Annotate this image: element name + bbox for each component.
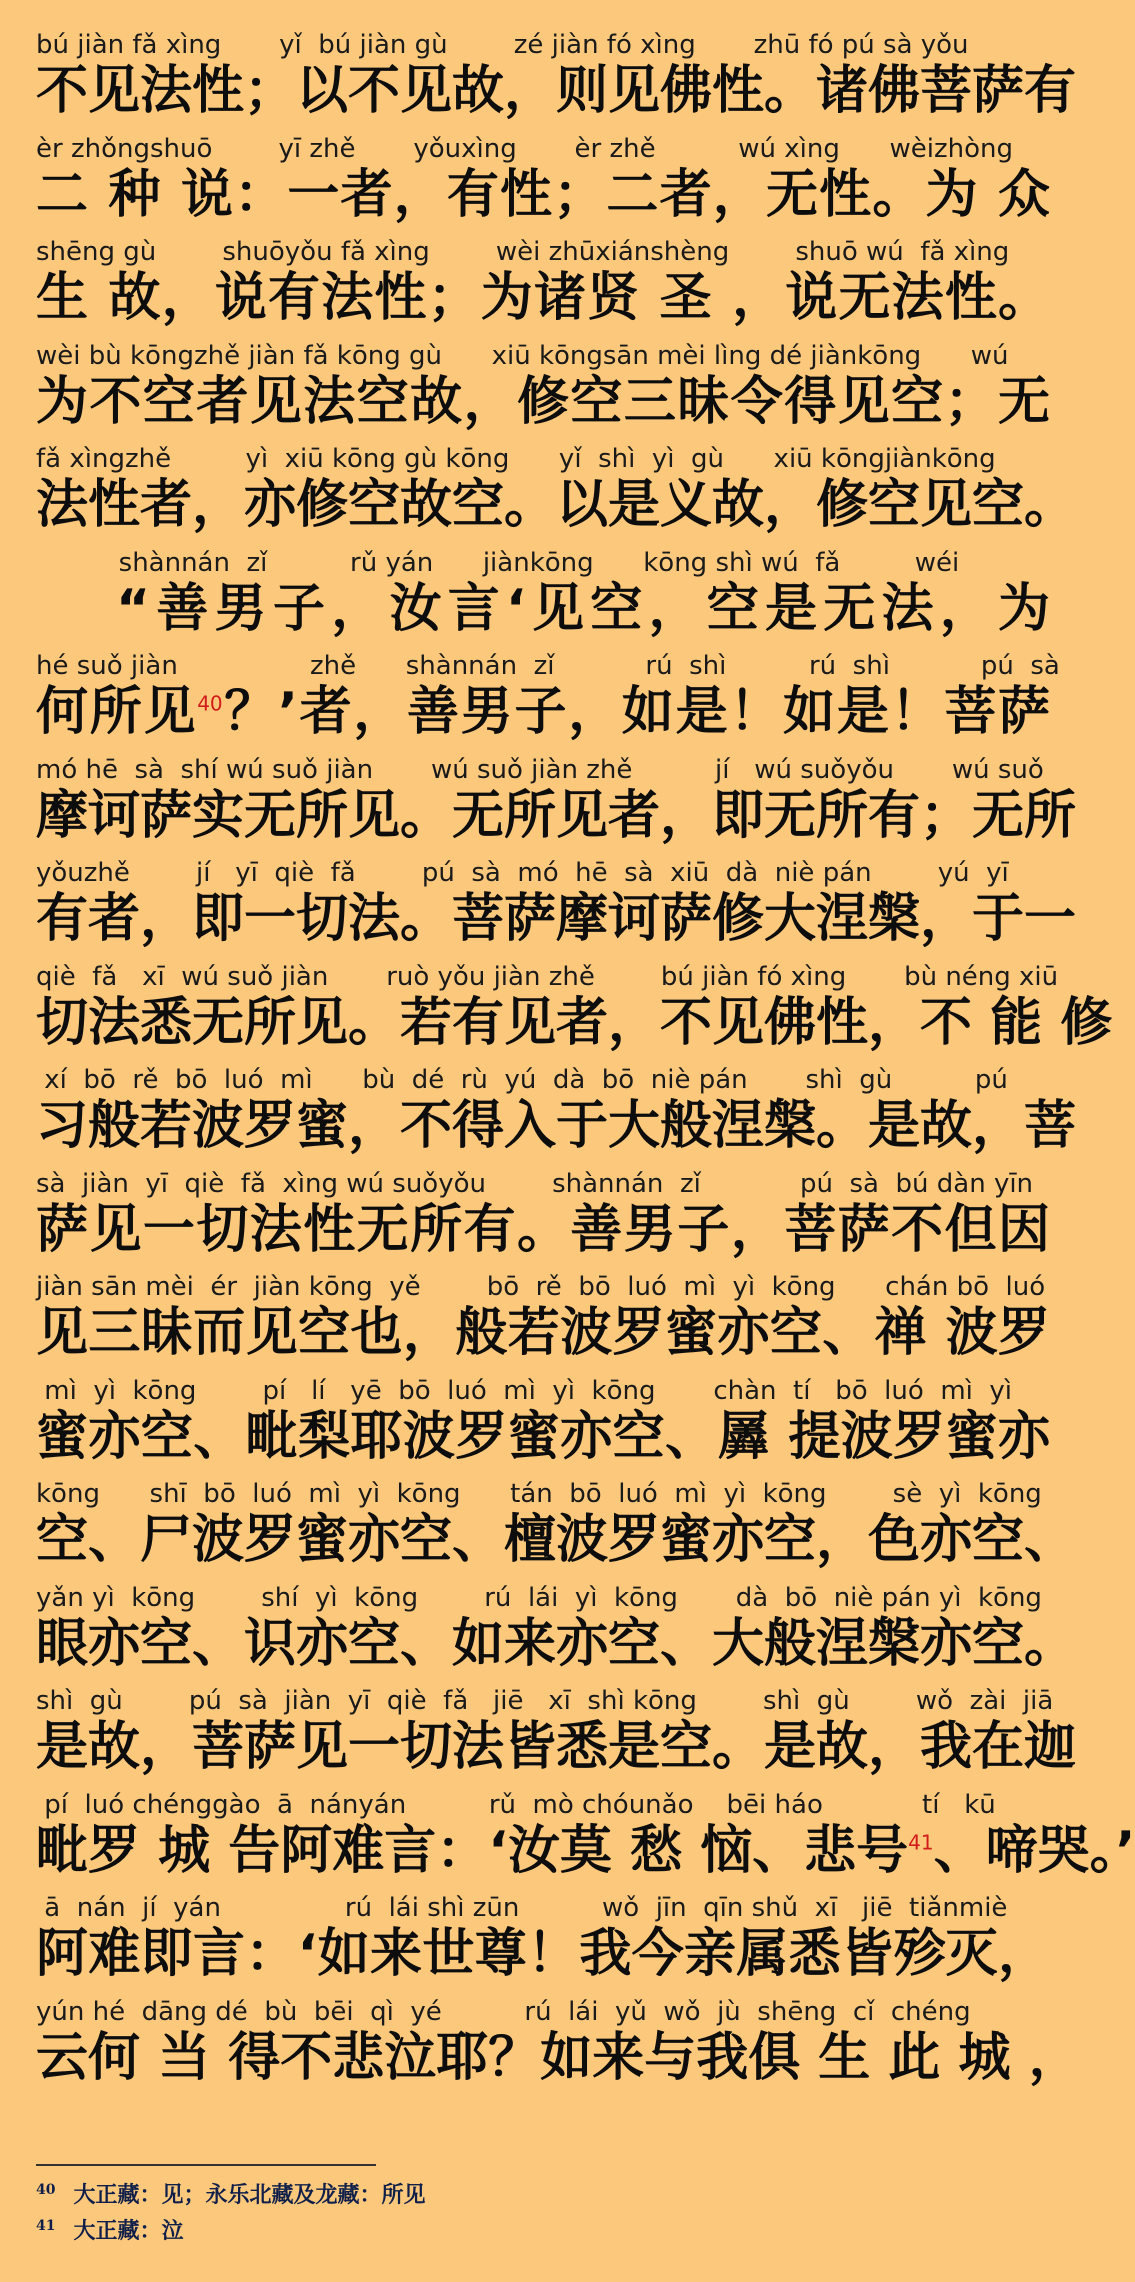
footnote: [36, 2214, 184, 2245]
pinyin-annotation: shànnán zǐ rǔ yán jiànkōng kōng shì wú fǎ wéi: [36, 547, 960, 578]
pinyin-annotation: sà jiàn yī qiè fǎ xìng wú suǒyǒu shànnán zǐ pú sà bú dàn yīn: [36, 1168, 1034, 1199]
text-line: [36, 341, 1050, 437]
chinese-text: 二 种 说：一者，有性；二者，无性。为 众: [36, 164, 1050, 225]
footnote-text: 大正藏：泣: [73, 2218, 184, 2244]
chinese-text: 眼亦空、识亦空、如来亦空、大般涅槃亦空。: [36, 1613, 1077, 1674]
pinyin-annotation: ā nán jí yán rú lái shì zūn wǒ jīn qīn shǔ xī jiē tiǎnmiè: [36, 1893, 1008, 1923]
text-line: [36, 134, 1050, 230]
pinyin-annotation: yǎn yì kōng shí yì kōng rú lái yì kōng dà bō niè pán yì kōng: [36, 1582, 1042, 1613]
chinese-text: [36, 681, 1050, 743]
chinese-text: 生 故，说有法性；为诸贤 圣 ，说无法性。: [36, 268, 1050, 328]
text-line: [36, 651, 1060, 747]
chinese-text: 阿难即言：‘如来世尊！我今亲属悉皆殄灭，: [36, 1924, 1050, 1984]
text-line: [36, 1272, 1050, 1368]
footnote-marker[interactable]: 40: [197, 691, 223, 716]
pinyin-annotation: pí luó chénggào ā nányán rǔ mò chóunǎo bēi háo tí kū: [36, 1789, 996, 1820]
chinese-text-segment: 毗罗 城 告阿难言：‘汝莫 愁 恼、悲号: [36, 1820, 909, 1881]
chinese-text: 摩诃萨实无所见。无所见者，即无所有；无所: [36, 785, 1077, 846]
chinese-text: 习般若波罗蜜，不得入于大般涅槃。是故，菩: [36, 1096, 1077, 1156]
pinyin-annotation: mì yì kōng pí lí yē bō luó mì yì kōng chàn tí bō luó mì yì: [36, 1375, 1013, 1406]
text-line: [36, 754, 1077, 851]
text-line: [36, 1686, 1077, 1782]
footnote-marker[interactable]: 41: [908, 1830, 934, 1855]
chinese-text: 是故，菩萨见一切法皆悉是空。是故，我在迦: [36, 1717, 1077, 1777]
text-line: [36, 1582, 1077, 1679]
chinese-text: 法性者，亦修空故空。以是义故，修空见空。: [36, 475, 1077, 535]
footnote-divider: [36, 2164, 376, 2166]
text-line: [36, 444, 1077, 540]
footnote-number: 40: [36, 2181, 56, 2198]
text-line: [36, 30, 1077, 126]
pinyin-annotation: èr zhǒngshuō yī zhě yǒuxìng èr zhě wú xìng wèizhòng: [36, 133, 1013, 164]
footnote: [36, 2178, 426, 2209]
pinyin-annotation: shì gù pú sà jiàn yī qiè fǎ jiē xī shì kōng shì gù wǒ zài jiā: [36, 1686, 1054, 1716]
chinese-text: “善男子，汝言‘见空，空是无法，为: [116, 578, 1050, 639]
chinese-text: 切法悉无所见。若有见者，不见佛性，不 能 修: [36, 992, 1113, 1053]
pinyin-annotation: xí bō rě bō luó mì bù dé rù yú dà bō niè pán shì gù pú: [36, 1065, 1008, 1095]
pinyin-annotation: bú jiàn fǎ xìng yǐ bú jiàn gù zé jiàn fó xìng zhū fó pú sà yǒu: [36, 30, 969, 60]
text-line: [36, 548, 1050, 644]
text-line: [36, 1479, 1077, 1575]
text-line: [36, 1789, 1135, 1886]
pinyin-annotation: yǒuzhě jí yī qiè fǎ pú sà mó hē sà xiū dà niè pán yú yī: [36, 858, 1009, 888]
chinese-text: 为不空者见法空故，修空三昧令得见空；无: [36, 371, 1050, 432]
chinese-text: 有者，即一切法。菩萨摩诃萨修大涅槃，于一: [36, 889, 1077, 949]
pinyin-annotation: wèi bù kōngzhě jiàn fǎ kōng gù xiū kōngsān mèi lìng dé jiànkōng wú: [36, 340, 1009, 371]
text-line: [36, 1169, 1050, 1265]
chinese-text: 不见法性；以不见故，则见佛性。诸佛菩萨有: [36, 61, 1077, 121]
chinese-text: [36, 1820, 1135, 1882]
pinyin-annotation: kōng shī bō luó mì yì kōng tán bō luó mì yì kōng sè yì kōng: [36, 1479, 1042, 1509]
chinese-text: 萨见一切法性无所有。善男子，菩萨不但因: [36, 1199, 1050, 1260]
pinyin-annotation: jiàn sān mèi ér jiàn kōng yě bō rě bō luó mì yì kōng chán bō luó: [36, 1272, 1046, 1302]
text-line: [36, 1376, 1050, 1472]
text-line: [36, 1065, 1077, 1161]
chinese-text: 云何 当 得不悲泣耶？如来与我俱 生 此 城 ，: [36, 2027, 1081, 2088]
footnote-number: 41: [36, 2217, 56, 2234]
chinese-text: 蜜亦空、毗梨耶波罗蜜亦空、羼 提波罗蜜亦: [36, 1406, 1050, 1467]
text-line: [36, 858, 1077, 954]
pinyin-annotation: shēng gù shuōyǒu fǎ xìng wèi zhūxiánshèng shuō wú fǎ xìng: [36, 237, 1010, 267]
pinyin-annotation: fǎ xìngzhě yì xiū kōng gù kōng yǐ shì yì gù xiū kōngjiànkōng: [36, 444, 996, 474]
pinyin-annotation: hé suǒ jiàn zhě shànnán zǐ rú shì rú shì pú sà: [36, 651, 1060, 681]
text-line: [36, 961, 1113, 1058]
footnote-text: 大正藏：见；永乐北藏及龙藏：所见: [73, 2182, 426, 2208]
chinese-text-segment: 何所见: [36, 682, 198, 742]
pinyin-annotation: mó hē sà shí wú suǒ jiàn wú suǒ jiàn zhě jí wú suǒyǒu wú suǒ: [36, 754, 1044, 785]
text-line: [36, 1893, 1050, 1989]
chinese-text: 空、尸波罗蜜亦空、檀波罗蜜亦空，色亦空、: [36, 1510, 1077, 1570]
chinese-text: 见三昧而见空也，般若波罗蜜亦空、禅 波罗: [36, 1303, 1050, 1363]
chinese-text-segment: 、啼哭。’: [933, 1820, 1135, 1881]
chinese-text-segment: ？’者，善男子，如是！如是！菩萨: [222, 682, 1050, 742]
text-line: [36, 1996, 1081, 2093]
pinyin-annotation: yún hé dāng dé bù bēi qì yé rú lái yǔ wǒ jù shēng cǐ chéng: [36, 1996, 971, 2027]
pinyin-annotation: qiè fǎ xī wú suǒ jiàn ruò yǒu jiàn zhě bú jiàn fó xìng bù néng xiū: [36, 961, 1059, 992]
text-line: [36, 237, 1050, 333]
